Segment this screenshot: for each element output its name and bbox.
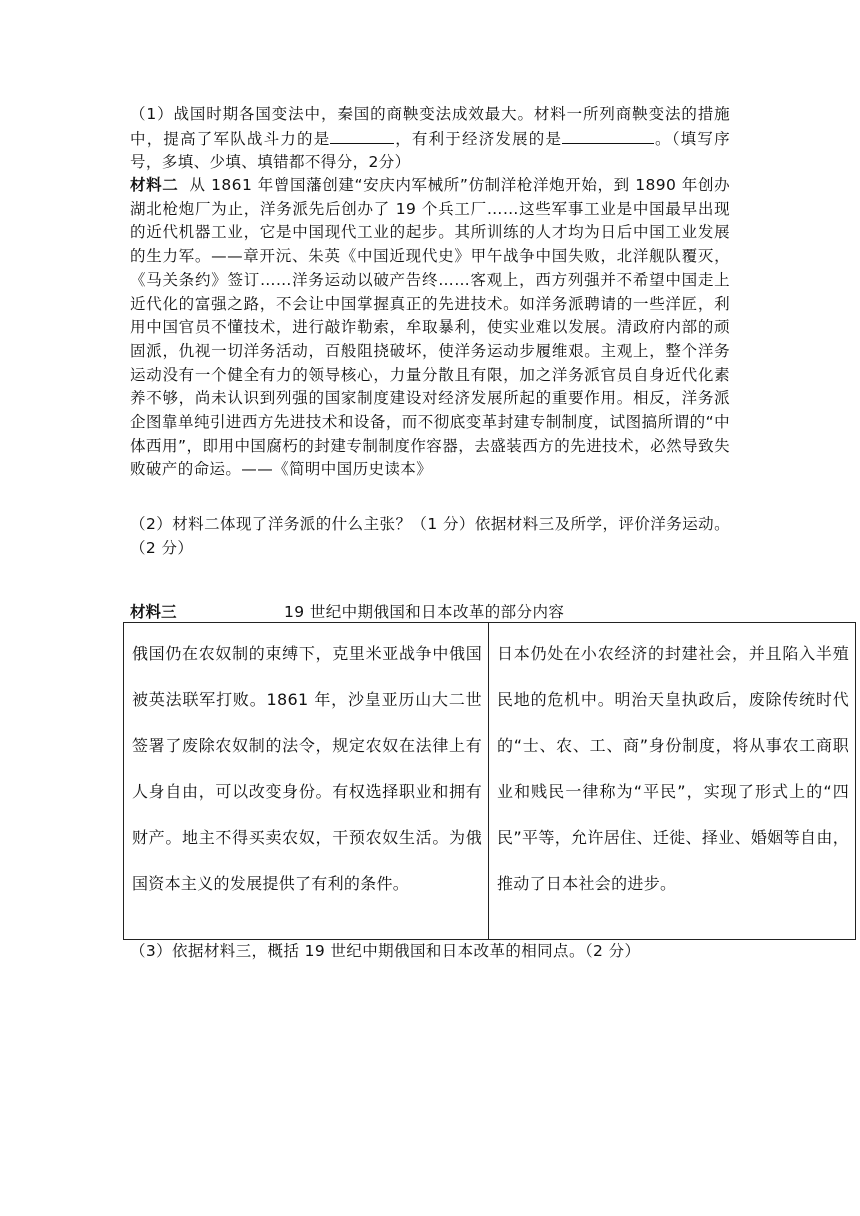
question-1-text-c: 。（填写序号，多填、少填、填错都不得分，2分） bbox=[130, 129, 730, 172]
reform-comparison-table bbox=[123, 622, 856, 940]
answer-blank-economy[interactable] bbox=[562, 127, 654, 144]
question-1-text-b: ，有利于经济发展的是 bbox=[394, 129, 563, 148]
question-1-text-a: （1）战国时期各国变法中，秦国的商鞅变法成效最大。材料一所列商鞅变法的措施中，提高了军队战斗力的是 bbox=[130, 105, 730, 148]
material-2 bbox=[130, 174, 730, 482]
russia-reform-cell: 俄国仍在农奴制的束缚下，克里米亚战争中俄国被英法联军打败。1861 年，沙皇亚历山大二世签署了废除农奴制的法令，规定农奴在法律上有人身自由，可以改变身份。有权选择职业和拥有财产。地主不得买卖农奴，干预农奴生活。为俄国资本主义的发展提供了有利的条件。 bbox=[124, 623, 489, 939]
japan-reform-cell: 日本仍处在小农经济的封建社会，并且陷入半殖民地的危机中。明治天皇执政后，废除传统时代的“士、农、工、商”身份制度，将从事农工商职业和贱民一律称为“平民”，实现了形式上的“四民”平等，允许居住、迁徙、择业、婚姻等自由，推动了日本社会的进步。 bbox=[497, 644, 849, 893]
material-3-label: 材料三 bbox=[130, 603, 177, 621]
material-2-body: 从 1861 年曾国藩创建“安庆内军械所”仿制洋枪洋炮开始，到 1890 年创办湖北枪炮厂为止，洋务派先后创办了 19 个兵工厂……这些军事工业是中国最早出现的近代机器工业，它是中国现代工业的起步。其所训练的人才均为日后中国工业发展的生力军。——章开沅、朱英《中国近现代史》甲午战争中国失败，北洋舰队覆灭，《马关条约》签订……洋务运动以破产告终……客观上，西方列强并不希望中国走上近代化的富强之路，不会让中国掌握真正的先进技术。如洋务派聘请的一些洋匠，利用中国官员不懂技术，进行敲诈勒索，牟取暴利，使实业难以发展。清政府内部的顽固派，仇视一切洋务活动，百般阻挠破坏，使洋务运动步履维艰。主观上，整个洋务运动没有一个健全有力的领导核心，力量分散且有限，加之洋务派官员自身近代化素养不够，尚未认识到列强的国家制度建设对经济发展所起的重要作用。相反，洋务派企图靠单纯引进西方先进技术和设备，而不彻底变革封建专制制度，试图搞所谓的“中体西用”，即用中国腐朽的封建专制制度作容器，去盛装西方的先进技术，必然导致失败破产的命运。——《简明中国历史读本》 bbox=[130, 176, 731, 479]
question-2: （2）材料二体现了洋务派的什么主张？（1 分）依据材料三及所学，评价洋务运动。（2 分） bbox=[130, 515, 730, 557]
material-3-heading bbox=[130, 600, 830, 622]
question-3: （3）依据材料三，概括 19 世纪中期俄国和日本改革的相同点。（2 分） bbox=[130, 942, 641, 960]
material-2-label: 材料二 bbox=[130, 176, 179, 194]
answer-blank-military[interactable] bbox=[330, 127, 394, 144]
material-3-caption: 19 世纪中期俄国和日本改革的部分内容 bbox=[284, 603, 565, 621]
question-1 bbox=[130, 103, 730, 175]
